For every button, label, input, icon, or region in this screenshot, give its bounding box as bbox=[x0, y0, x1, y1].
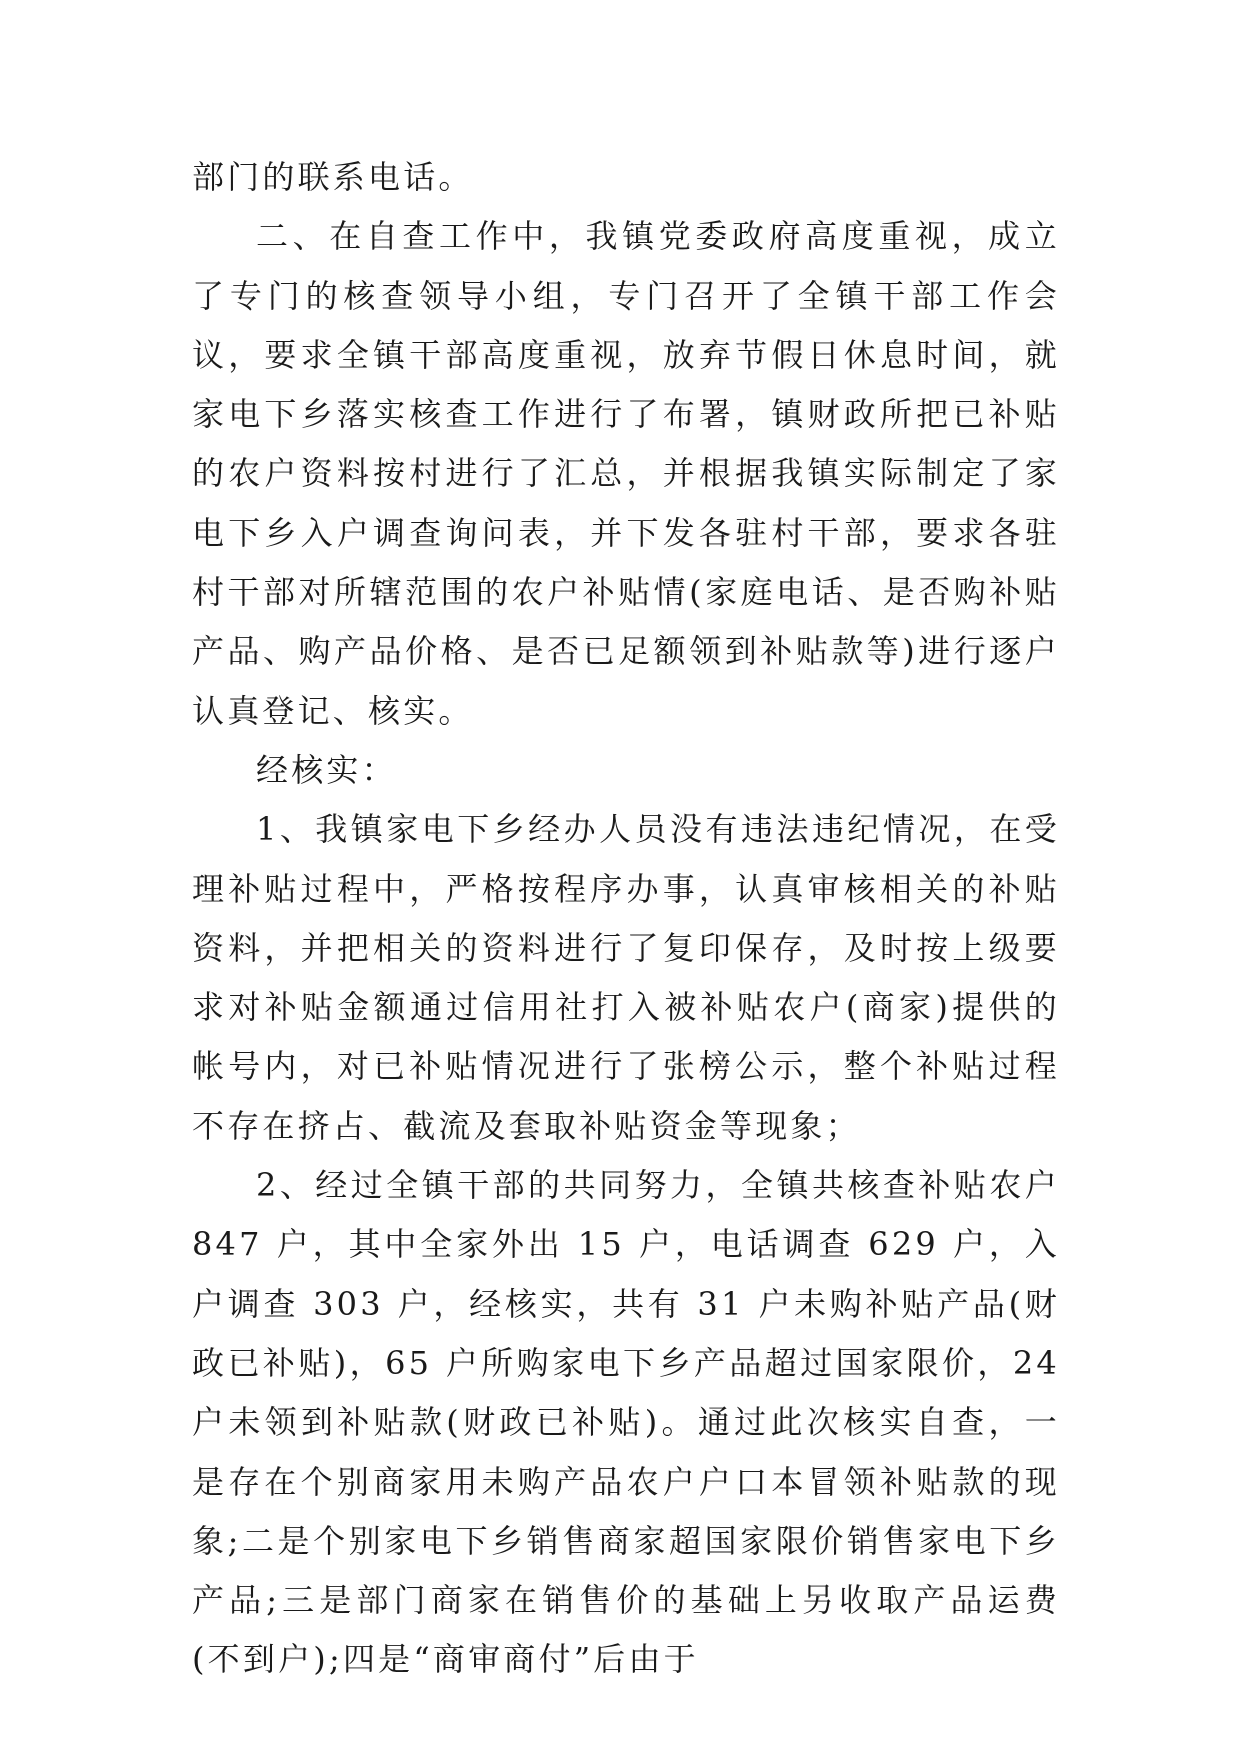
document-body bbox=[192, 148, 1060, 1690]
paragraph-item-1: 1、我镇家电下乡经办人员没有违法违纪情况，在受理补贴过程中，严格按程序办事，认真审核相关的补贴资料，并把相关的资料进行了复印保存，及时按上级要求对补贴金额通过信用社打入被补贴农户(商家)提供的帐号内，对已补贴情况进行了张榜公示，整个补贴过程不存在挤占、截流及套取补贴资金等现象； bbox=[192, 810, 1060, 1145]
paragraph-self-inspection: 二、在自查工作中，我镇党委政府高度重视，成立了专门的核查领导小组，专门召开了全镇干部工作会议，要求全镇干部高度重视，放弃节假日休息时间，就家电下乡落实核查工作进行了布署，镇财政所把已补贴的农户资料按村进行了汇总，并根据我镇实际制定了家电下乡入户调查询问表，并下发各驻村干部，要求各驻村干部对所辖范围的农户补贴情(家庭电话、是否购补贴产品、购产品价格、是否已足额领到补贴款等)进行逐户认真登记、核实。 bbox=[192, 217, 1060, 730]
paragraph-contact-phone: 部门的联系电话。 bbox=[192, 158, 474, 196]
paragraph-verified-heading: 经核实： bbox=[256, 750, 397, 789]
paragraph-item-2: 2、经过全镇干部的共同努力，全镇共核查补贴农户 847 户，其中全家外出 15 户，电话调查 629 户，入户调查 303 户，经核实，共有 31 户未购补贴产品(财政已补贴)，65 户所购家电下乡产品超过国家限价，24 户未领到补贴款(财政已补贴)。通过此次核实自查，一是存在个别商家用未购产品农户户口本冒领补贴款的现象;二是个别家电下乡销售商家超国家限价销售家电下乡产品;三是部门商家在销售价的基础上另收取产品运费(不到户);四是“商审商付”后由于 bbox=[192, 1166, 1060, 1679]
